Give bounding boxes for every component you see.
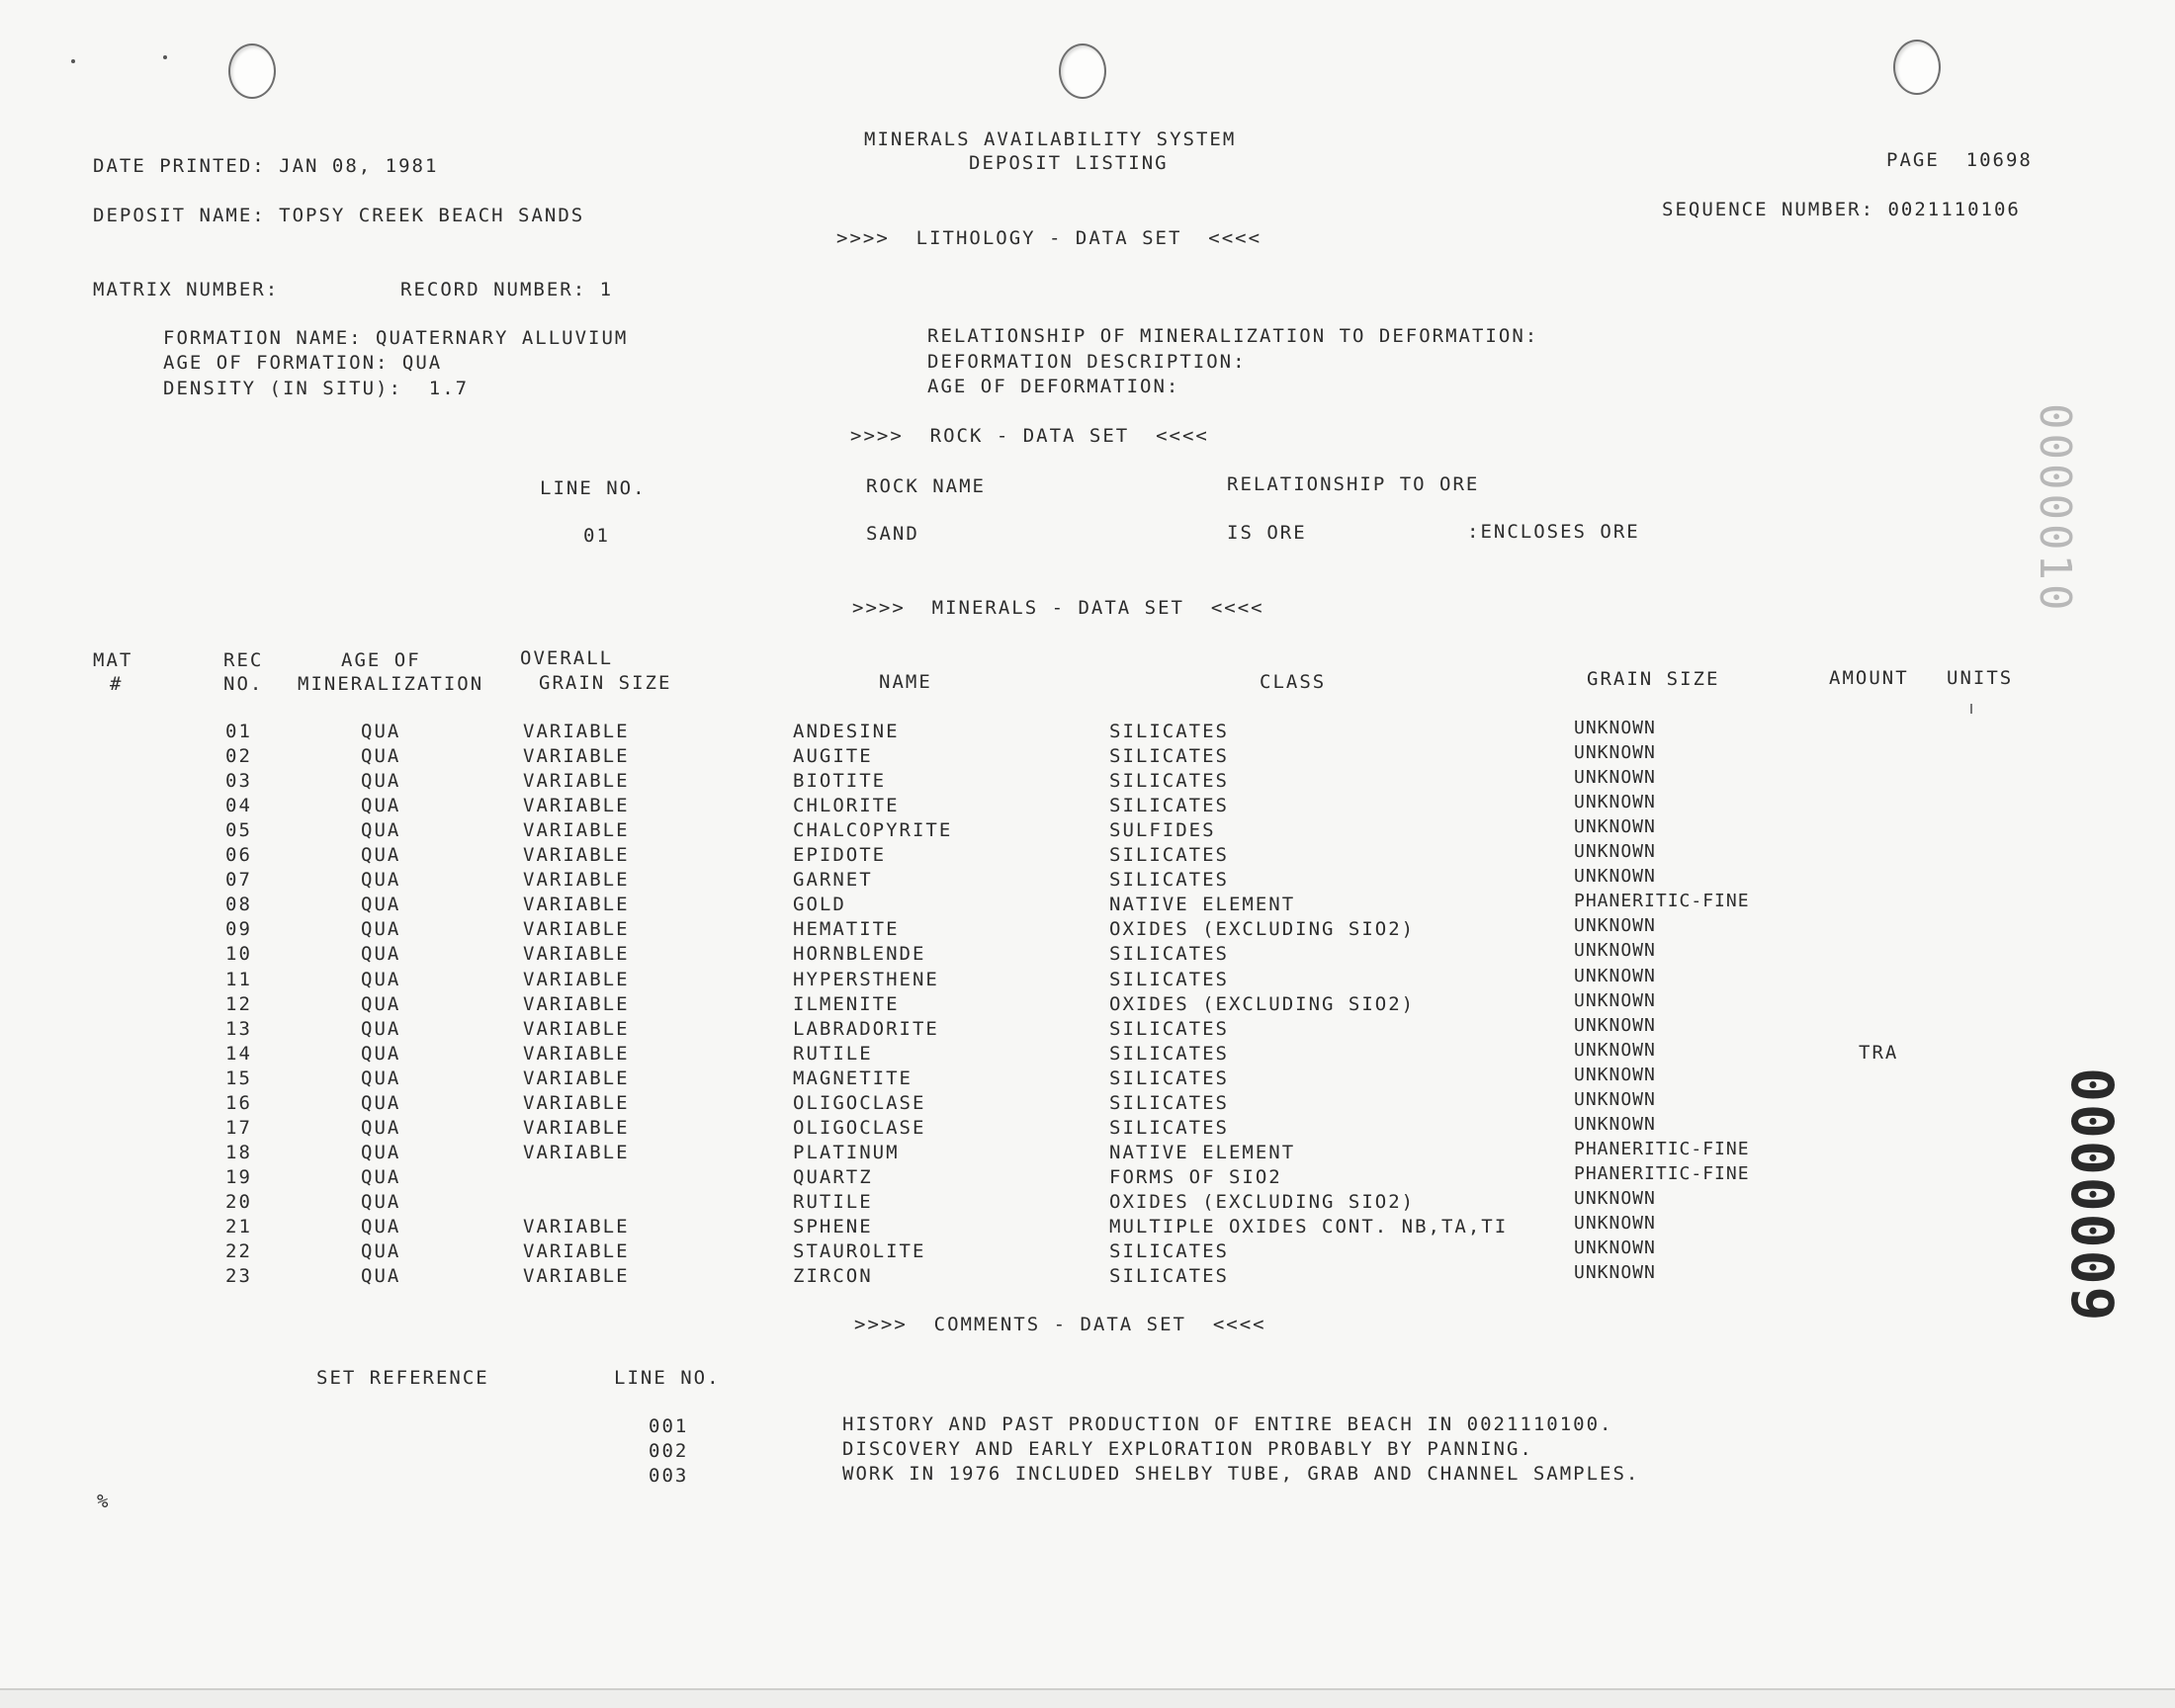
mineral-overall-grain-size: VARIABLE — [523, 1240, 630, 1262]
minerals-header-grain-size: GRAIN SIZE — [1587, 668, 1720, 690]
mineral-name: MAGNETITE — [793, 1068, 913, 1089]
mineral-class: NATIVE ELEMENT — [1109, 894, 1296, 915]
mineral-class: SILICATES — [1109, 1092, 1229, 1114]
paper-speck — [71, 59, 75, 63]
mineral-name: HORNBLENDE — [793, 943, 926, 965]
mineral-grain-size: UNKNOWN — [1574, 742, 1656, 763]
rock-header-line-no: LINE NO. — [540, 477, 647, 499]
mineral-grain-size: PHANERITIC-FINE — [1574, 891, 1750, 911]
mineral-age: QUA — [361, 993, 401, 1015]
mineral-name: PLATINUM — [793, 1142, 900, 1163]
mineral-overall-grain-size: VARIABLE — [523, 1117, 630, 1139]
mineral-rec-no: 04 — [225, 795, 252, 816]
mineral-overall-grain-size: VARIABLE — [523, 969, 630, 990]
deposit-name: DEPOSIT NAME: TOPSY CREEK BEACH SANDS — [93, 205, 585, 226]
mineral-overall-grain-size: VARIABLE — [523, 1142, 630, 1163]
mineral-class: SILICATES — [1109, 721, 1229, 742]
rock-row-name: SAND — [866, 523, 919, 545]
mineral-age: QUA — [361, 1068, 401, 1089]
mineral-rec-no: 22 — [225, 1240, 252, 1262]
mineral-name: SPHENE — [793, 1216, 873, 1238]
mineral-grain-size: UNKNOWN — [1574, 915, 1656, 936]
binder-hole-right — [1893, 40, 1941, 95]
minerals-header-units: UNITS — [1947, 667, 2014, 689]
mineral-class: OXIDES (EXCLUDING SIO2) — [1109, 1191, 1416, 1213]
minerals-header-rec: REC — [223, 649, 264, 671]
mineral-age: QUA — [361, 1142, 401, 1163]
mineral-rec-no: 17 — [225, 1117, 252, 1139]
mineral-overall-grain-size: VARIABLE — [523, 869, 630, 891]
mineral-grain-size: UNKNOWN — [1574, 1213, 1656, 1234]
relationship-to-deformation: RELATIONSHIP OF MINERALIZATION TO DEFORMATION: — [927, 325, 1539, 347]
mineral-overall-grain-size: VARIABLE — [523, 1043, 630, 1065]
mineral-grain-size: UNKNOWN — [1574, 1015, 1656, 1036]
mineral-class: OXIDES (EXCLUDING SIO2) — [1109, 993, 1416, 1015]
mineral-rec-no: 19 — [225, 1166, 252, 1188]
mineral-age: QUA — [361, 745, 401, 767]
mineral-age: QUA — [361, 1191, 401, 1213]
mineral-age: QUA — [361, 894, 401, 915]
mineral-age: QUA — [361, 770, 401, 792]
mineral-name: OLIGOCLASE — [793, 1092, 926, 1114]
mineral-rec-no: 13 — [225, 1018, 252, 1040]
mineral-rec-no: 18 — [225, 1142, 252, 1163]
mineral-age: QUA — [361, 721, 401, 742]
comments-header-set-reference: SET REFERENCE — [316, 1367, 489, 1389]
sequence-number: SEQUENCE NUMBER: 0021110106 — [1662, 199, 2021, 220]
mineral-class: SILICATES — [1109, 795, 1229, 816]
mineral-overall-grain-size: VARIABLE — [523, 943, 630, 965]
mineral-overall-grain-size: VARIABLE — [523, 1265, 630, 1287]
mineral-rec-no: 08 — [225, 894, 252, 915]
mineral-overall-grain-size: VARIABLE — [523, 819, 630, 841]
record-number: RECORD NUMBER: 1 — [400, 279, 614, 300]
minerals-header-mat-hash: # — [110, 673, 124, 695]
mineral-amount: TRA — [1859, 1042, 1899, 1064]
mineral-name: ZIRCON — [793, 1265, 873, 1287]
paper-speck — [163, 55, 167, 59]
mineral-overall-grain-size: VARIABLE — [523, 721, 630, 742]
formation-name: FORMATION NAME: QUATERNARY ALLUVIUM — [163, 327, 629, 349]
mineral-rec-no: 14 — [225, 1043, 252, 1065]
mineral-name: BIOTITE — [793, 770, 887, 792]
minerals-header-overall-grain-size: GRAIN SIZE — [539, 672, 672, 694]
mineral-name: HYPERSTHENE — [793, 969, 939, 990]
mineral-class: SILICATES — [1109, 1043, 1229, 1065]
mineral-grain-size: UNKNOWN — [1574, 718, 1656, 738]
mineral-name: HEMATITE — [793, 918, 900, 940]
page-stamp-dark: 0000009 — [2058, 1068, 2126, 1324]
mineral-name: ANDESINE — [793, 721, 900, 742]
mineral-overall-grain-size: VARIABLE — [523, 993, 630, 1015]
mineral-overall-grain-size: VARIABLE — [523, 795, 630, 816]
mineral-grain-size: PHANERITIC-FINE — [1574, 1139, 1750, 1159]
mineral-age: QUA — [361, 844, 401, 866]
mineral-age: QUA — [361, 1166, 401, 1188]
mineral-grain-size: UNKNOWN — [1574, 1114, 1656, 1135]
mineral-age: QUA — [361, 1092, 401, 1114]
comment-text: HISTORY AND PAST PRODUCTION OF ENTIRE BEACH IN 0021110100. — [842, 1413, 1613, 1435]
mineral-overall-grain-size: VARIABLE — [523, 1068, 630, 1089]
mineral-name: QUARTZ — [793, 1166, 873, 1188]
mineral-overall-grain-size: VARIABLE — [523, 1216, 630, 1238]
mineral-class: SILICATES — [1109, 1240, 1229, 1262]
minerals-header-name: NAME — [879, 671, 932, 693]
mineral-rec-no: 07 — [225, 869, 252, 891]
mineral-class: SILICATES — [1109, 1018, 1229, 1040]
date-printed: DATE PRINTED: JAN 08, 1981 — [93, 155, 439, 177]
mineral-class: OXIDES (EXCLUDING SIO2) — [1109, 918, 1416, 940]
mineral-age: QUA — [361, 1018, 401, 1040]
lithology-banner: >>>> LITHOLOGY - DATA SET <<<< — [836, 227, 1262, 249]
deformation-description: DEFORMATION DESCRIPTION: — [927, 351, 1247, 373]
mineral-overall-grain-size: VARIABLE — [523, 745, 630, 767]
mineral-name: GOLD — [793, 894, 846, 915]
mineral-class: SILICATES — [1109, 1265, 1229, 1287]
minerals-header-rec-no: NO. — [223, 673, 264, 695]
mineral-rec-no: 11 — [225, 969, 252, 990]
mineral-name: OLIGOCLASE — [793, 1117, 926, 1139]
mineral-class: SILICATES — [1109, 770, 1229, 792]
matrix-number-label: MATRIX NUMBER: — [93, 279, 280, 300]
mineral-rec-no: 15 — [225, 1068, 252, 1089]
end-of-record-mark: % — [97, 1491, 111, 1512]
mineral-grain-size: UNKNOWN — [1574, 1238, 1656, 1258]
mineral-rec-no: 10 — [225, 943, 252, 965]
rock-banner: >>>> ROCK - DATA SET <<<< — [850, 425, 1209, 447]
page-stamp-faint: 0000010 — [2030, 403, 2080, 615]
mineral-class: SILICATES — [1109, 745, 1229, 767]
mineral-age: QUA — [361, 795, 401, 816]
mineral-age: QUA — [361, 1265, 401, 1287]
mineral-age: QUA — [361, 918, 401, 940]
mineral-name: LABRADORITE — [793, 1018, 939, 1040]
mineral-age: QUA — [361, 819, 401, 841]
comment-text: DISCOVERY AND EARLY EXPLORATION PROBABLY BY PANNING. — [842, 1438, 1533, 1460]
binder-hole-center — [1059, 43, 1106, 99]
mineral-rec-no: 06 — [225, 844, 252, 866]
rock-row-relationship-2: :ENCLOSES ORE — [1467, 521, 1640, 543]
mineral-grain-size: UNKNOWN — [1574, 966, 1656, 986]
binder-hole-left — [228, 43, 276, 99]
minerals-header-mineralization: MINERALIZATION — [298, 673, 484, 695]
mineral-grain-size: PHANERITIC-FINE — [1574, 1163, 1750, 1184]
mineral-class: SULFIDES — [1109, 819, 1216, 841]
mineral-name: GARNET — [793, 869, 873, 891]
mineral-class: MULTIPLE OXIDES CONT. NB,TA,TI — [1109, 1216, 1509, 1238]
mineral-name: CHLORITE — [793, 795, 900, 816]
mineral-class: SILICATES — [1109, 844, 1229, 866]
mineral-name: RUTILE — [793, 1191, 873, 1213]
system-title: MINERALS AVAILABILITY SYSTEM — [864, 128, 1237, 150]
rock-header-relationship: RELATIONSHIP TO ORE — [1227, 473, 1480, 495]
mineral-grain-size: UNKNOWN — [1574, 1065, 1656, 1085]
minerals-header-amount: AMOUNT — [1829, 667, 1909, 689]
mineral-age: QUA — [361, 869, 401, 891]
mineral-class: FORMS OF SIO2 — [1109, 1166, 1282, 1188]
minerals-header-overall: OVERALL — [520, 647, 614, 669]
minerals-banner: >>>> MINERALS - DATA SET <<<< — [852, 597, 1264, 619]
mineral-overall-grain-size: VARIABLE — [523, 894, 630, 915]
mineral-grain-size: UNKNOWN — [1574, 940, 1656, 961]
mineral-grain-size: UNKNOWN — [1574, 990, 1656, 1011]
mineral-age: QUA — [361, 1117, 401, 1139]
mineral-age: QUA — [361, 969, 401, 990]
density: DENSITY (IN SITU): 1.7 — [163, 378, 470, 399]
rock-row-relationship: IS ORE — [1227, 522, 1307, 544]
mineral-grain-size: UNKNOWN — [1574, 1262, 1656, 1283]
mineral-rec-no: 16 — [225, 1092, 252, 1114]
mineral-rec-no: 02 — [225, 745, 252, 767]
mineral-name: RUTILE — [793, 1043, 873, 1065]
age-of-deformation: AGE OF DEFORMATION: — [927, 376, 1180, 397]
mineral-rec-no: 21 — [225, 1216, 252, 1238]
mineral-rec-no: 03 — [225, 770, 252, 792]
comment-text: WORK IN 1976 INCLUDED SHELBY TUBE, GRAB AND CHANNEL SAMPLES. — [842, 1463, 1640, 1485]
mineral-grain-size: UNKNOWN — [1574, 1089, 1656, 1110]
minerals-header-mat: MAT — [93, 649, 133, 671]
column-tick-mark — [1970, 704, 1972, 714]
mineral-name: EPIDOTE — [793, 844, 887, 866]
mineral-rec-no: 01 — [225, 721, 252, 742]
mineral-class: SILICATES — [1109, 869, 1229, 891]
rock-row-line-no: 01 — [583, 525, 610, 547]
mineral-class: SILICATES — [1109, 1068, 1229, 1089]
rock-header-rock-name: ROCK NAME — [866, 475, 986, 497]
comment-line-no: 001 — [649, 1415, 689, 1437]
mineral-grain-size: UNKNOWN — [1574, 841, 1656, 862]
age-of-formation: AGE OF FORMATION: QUA — [163, 352, 443, 374]
mineral-rec-no: 20 — [225, 1191, 252, 1213]
mineral-grain-size: UNKNOWN — [1574, 816, 1656, 837]
mineral-rec-no: 09 — [225, 918, 252, 940]
mineral-age: QUA — [361, 943, 401, 965]
mineral-overall-grain-size: VARIABLE — [523, 770, 630, 792]
mineral-class: SILICATES — [1109, 943, 1229, 965]
mineral-class: SILICATES — [1109, 1117, 1229, 1139]
mineral-overall-grain-size: VARIABLE — [523, 1092, 630, 1114]
mineral-grain-size: UNKNOWN — [1574, 767, 1656, 788]
mineral-rec-no: 12 — [225, 993, 252, 1015]
page-number: PAGE 10698 — [1886, 149, 2033, 171]
mineral-overall-grain-size: VARIABLE — [523, 918, 630, 940]
mineral-overall-grain-size: VARIABLE — [523, 1018, 630, 1040]
mineral-rec-no: 23 — [225, 1265, 252, 1287]
mineral-name: AUGITE — [793, 745, 873, 767]
minerals-header-class: CLASS — [1260, 671, 1327, 693]
mineral-age: QUA — [361, 1216, 401, 1238]
mineral-grain-size: UNKNOWN — [1574, 1040, 1656, 1061]
mineral-overall-grain-size: VARIABLE — [523, 844, 630, 866]
comment-line-no: 002 — [649, 1440, 689, 1462]
comments-header-line-no: LINE NO. — [614, 1367, 721, 1389]
mineral-grain-size: UNKNOWN — [1574, 866, 1656, 887]
mineral-rec-no: 05 — [225, 819, 252, 841]
listing-title: DEPOSIT LISTING — [969, 152, 1169, 174]
mineral-grain-size: UNKNOWN — [1574, 1188, 1656, 1209]
mineral-grain-size: UNKNOWN — [1574, 792, 1656, 812]
mineral-name: ILMENITE — [793, 993, 900, 1015]
mineral-class: SILICATES — [1109, 969, 1229, 990]
comment-line-no: 003 — [649, 1465, 689, 1487]
comments-banner: >>>> COMMENTS - DATA SET <<<< — [854, 1314, 1266, 1335]
mineral-name: STAUROLITE — [793, 1240, 926, 1262]
minerals-header-age-of: AGE OF — [341, 649, 421, 671]
mineral-class: NATIVE ELEMENT — [1109, 1142, 1296, 1163]
mineral-name: CHALCOPYRITE — [793, 819, 953, 841]
mineral-age: QUA — [361, 1043, 401, 1065]
mineral-age: QUA — [361, 1240, 401, 1262]
